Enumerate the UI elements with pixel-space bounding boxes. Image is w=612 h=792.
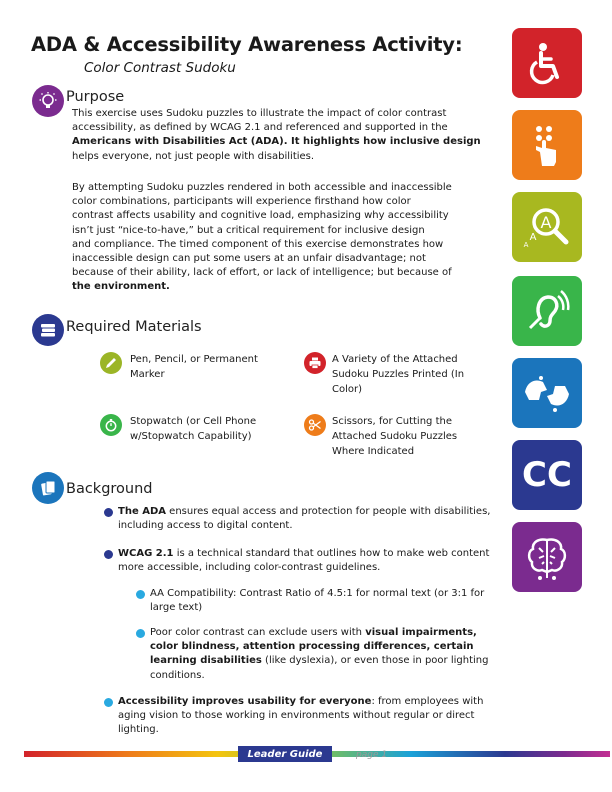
documents-icon: [32, 472, 64, 504]
material-item-puzzles: A Variety of the Attached Sudoku Puzzles Printed (In Color): [332, 354, 465, 395]
stopwatch-icon: [100, 414, 122, 436]
background-bullet-wcag: WCAG 2.1 is a technical standard that outlines how to make web content more accessible, including color-contrast guidelines.: [118, 548, 490, 574]
svg-text:A: A: [529, 232, 537, 243]
materials-heading: Required Materials: [66, 319, 202, 335]
purpose-paragraph-1: This exercise uses Sudoku puzzles to illustrate the impact of color contrast accessibility, as defined by WCAG 2.1 and referenced and supported in the Americans with Disabilities Act (ADA). It highlights how inclusive design helps everyone, not just people with disabilities.: [72, 108, 481, 162]
svg-text:A: A: [523, 241, 529, 249]
text-magnify-icon: [512, 192, 582, 262]
sub-bullet-dot: [136, 629, 145, 638]
background-bullet-usability: Accessibility improves usability for everyone: from employees with aging vision to those working in environments without regular or direct lighting.: [118, 696, 484, 736]
books-icon: [32, 314, 64, 346]
page-title: ADA & Accessibility Awareness Activity:: [31, 33, 463, 56]
closed-captions-icon: CC: [512, 440, 582, 510]
bullet-dot: [104, 698, 113, 707]
wheelchair-icon: [512, 28, 582, 98]
bullet-dot: [104, 508, 113, 517]
svg-text:A: A: [540, 213, 552, 232]
material-item-scissors: Scissors, for Cutting the Attached Sudoku Puzzles Where Indicated: [332, 416, 458, 457]
material-item-pen: Pen, Pencil, or Permanent Marker: [130, 354, 258, 380]
brain-icon: [512, 522, 582, 592]
sub-bullet-dot: [136, 590, 145, 599]
purpose-paragraph-2: By attempting Sudoku puzzles rendered in both accessible and inaccessible color combinations, participants will experience firsthand how color contrast affects usability and cognitive load, emphasizing why accessibility isn’t just “nice-to-have,” but a critical requirement for inclusive design and compliance. The timed component of this exercise demonstrates how inaccessible design can put some users at an unfair disadvantage; not because of their ability, lack of effort, or lack of intelligence; but because of the environment.: [72, 182, 452, 293]
leader-guide-label: Leader Guide: [238, 746, 332, 762]
material-item-stopwatch: Stopwatch (or Cell Phone w/Stopwatch Capability): [130, 416, 257, 442]
page-subtitle: Color Contrast Sudoku: [84, 60, 236, 76]
braille-touch-icon: [512, 110, 582, 180]
lightbulb-icon: [32, 85, 64, 117]
background-subbullet-contrast: Poor color contrast can exclude users with visual impairments, color blindness, attention processing differences, certain learning disabilities (like dyslexia), or even those in poor lighting conditions.: [150, 627, 489, 681]
sign-language-icon: [512, 358, 582, 428]
pencil-icon: [100, 352, 122, 374]
printer-icon: [304, 352, 326, 374]
scissors-icon: [304, 414, 326, 436]
hearing-assist-icon: [512, 276, 582, 346]
purpose-heading: Purpose: [66, 89, 125, 105]
bullet-dot: [104, 550, 113, 559]
background-subbullet-aa: AA Compatibility: Contrast Ratio of 4.5:1 for normal text (or 3:1 for large text): [150, 588, 485, 614]
background-bullet-ada: The ADA ensures equal access and protection for people with disabilities, including access to digital content.: [118, 506, 491, 532]
background-heading: Background: [66, 481, 153, 497]
page-number: page 1: [356, 750, 388, 760]
